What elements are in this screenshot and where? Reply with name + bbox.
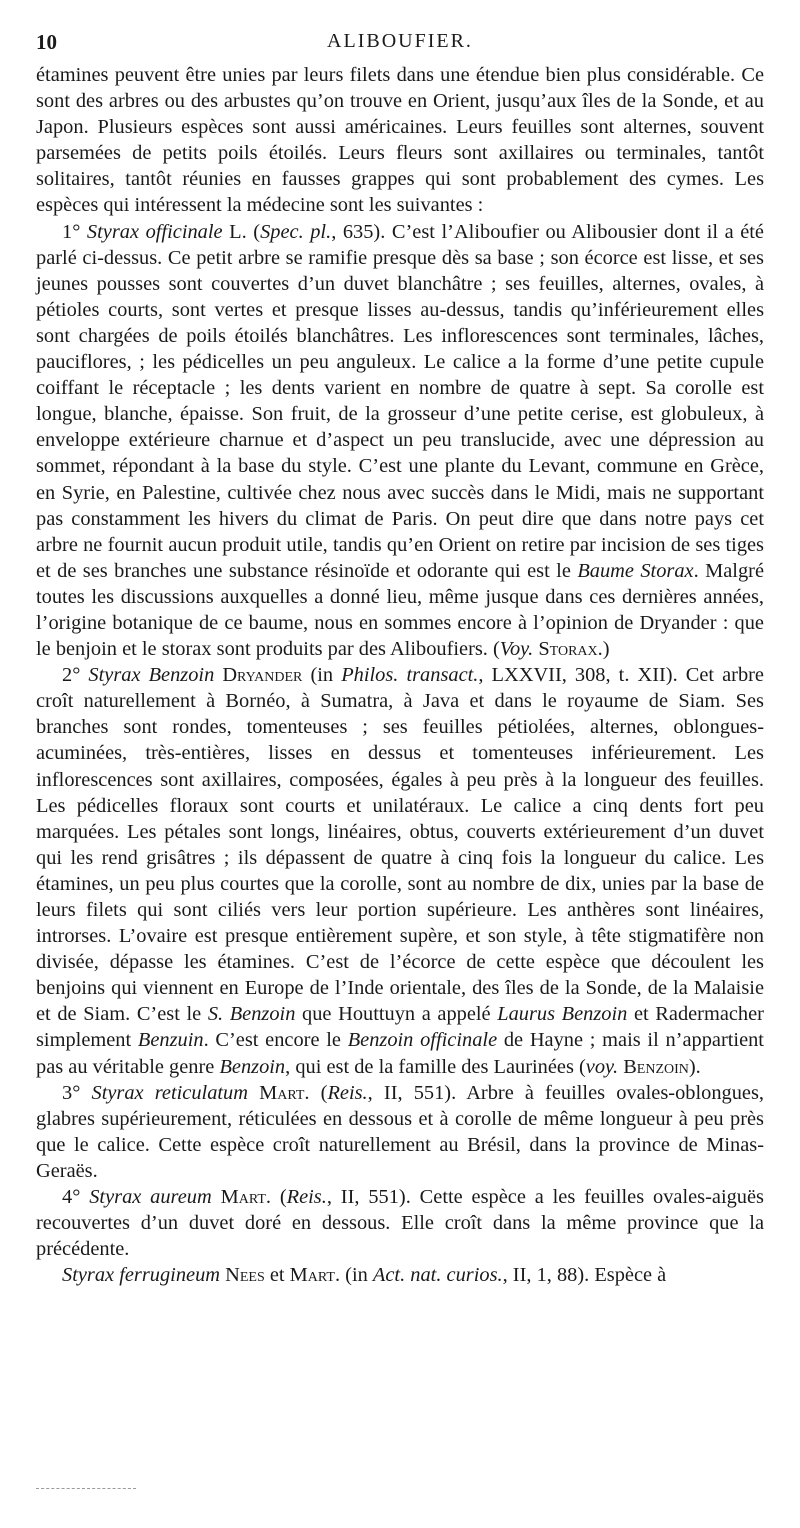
- author-join: et: [264, 1264, 290, 1287]
- page-header: [36, 30, 764, 56]
- citation-title: Reis.: [327, 1081, 368, 1104]
- synonym: Benzuin: [137, 1029, 204, 1052]
- species-author: L.: [229, 220, 247, 243]
- citation-title: Act. nat. curios.: [372, 1264, 503, 1287]
- intro-text: étamines peuvent être unies par leurs filets dans une étendue bien plus considérable. Ce sont des arbres ou des arbustes qu’on trouve en Orient, jusqu’aux îles de la Sonde, et au Japon. Plusieurs espèces sont aussi américaines. Leurs feuilles sont alternes, souvent parsemées de petits poils étoilés. Leurs fleurs sont axillaires ou terminales, tantôt solitaires, tantôt réunies en fausses grappes qui sont probablement des cymes. Les espèces qui intéressent la médecine sont les suivantes :: [36, 64, 764, 217]
- cross-reference: Benzoin: [623, 1055, 689, 1078]
- entry-text: Arbre à feuilles ovales-oblongues, glabres supérieurement, réticulées en dessous et à corolle de même longueur à peu près que le calice. Cette espèce croît naturellement au Brésil, dans la province de Minas-Geraës.: [36, 1081, 764, 1182]
- entry-text: Cet arbre croît naturellement à Bornéo, à Sumatra, à Java et dans le royaume de Siam. Ses branches sont rondes, tomenteuses ; ses feuilles pétiolées, alternes, oblongues-acuminées, très-entières, lisses en dessus et tomenteuses inférieurement. Les inflorescences sont axillaires, composées, égales à peu près à la longueur des feuilles. Les pédicelles floraux sont courts et unilatéraux. Le calice a cinq dents fort peu marquées. Les pétales sont longs, linéaires, obtus, couverts extérieurement d’un duvet qui les rend grisâtres ; ils dépassent de quatre à cinq fois la longueur du calice. Les étamines, un peu plus courtes que la corolle, sont au nombre de dix, unies par la base de leurs filets qui sont ciliés vers leur portion supérieure. Les anthères sont linéaires, introrses. L’ovaire est presque entièrement supère, et son style, à tête stigmatifère non divisée, dépasse les étamines. C’est de l’écorce de cette espèce que découlent les benjoins qui viennent en Europe de l’Inde orientale, des îles de la Sonde, de la Malaisie et de Siam. C’est le: [36, 664, 764, 1026]
- synonym: Laurus Benzoin: [497, 1003, 628, 1026]
- baume-storax: Baume Storax: [577, 559, 694, 582]
- entry-number: 4°: [62, 1186, 81, 1209]
- footer-rule: [36, 1488, 136, 1489]
- entry-text: Cette espèce a les feuilles ovales-aiguës recouvertes d’un duvet doré en dessous. Elle croît dans la même province que la précédente.: [36, 1186, 764, 1261]
- citation-open: (: [320, 1081, 328, 1104]
- species-name: Styrax reticulatum: [91, 1081, 248, 1104]
- species-author: Nees: [225, 1264, 265, 1287]
- species-entry-ferrugineum: [36, 1262, 764, 1288]
- species-entry-reticulatum: [36, 1080, 764, 1184]
- voy: voy.: [585, 1055, 619, 1078]
- citation-open: (in: [310, 664, 342, 687]
- synonym: Benzoin officinale: [347, 1029, 498, 1052]
- voy: Voy.: [499, 638, 534, 661]
- species-name: Styrax aureum: [89, 1186, 212, 1209]
- entry-number: 1°: [62, 220, 81, 243]
- species-name: Styrax Benzoin: [88, 664, 215, 687]
- citation-title: Philos. transact.: [341, 664, 479, 687]
- species-author: Mart.: [220, 1186, 271, 1209]
- entry-text: ).: [688, 1055, 701, 1078]
- entry-number: 2°: [62, 664, 81, 687]
- citation-open: (in: [345, 1264, 373, 1287]
- species-author: Mart.: [259, 1081, 310, 1104]
- citation-rest: , II, 1, 88).: [502, 1264, 590, 1287]
- citation-open: (: [279, 1186, 287, 1209]
- synonym: S. Benzoin: [207, 1003, 296, 1026]
- entry-text: C’est l’Aliboufier ou Alibousier dont il a été parlé ci-dessus. Ce petit arbre se ramifie presque dès sa base ; son écorce est lisse, et ses jeunes pousses sont couvertes d’un duvet blanchâtre ; ses feuilles, alternes, ovales, à pétioles courts, sont vertes et presque lisses au-dessus, tandis qu’inférieurement elles sont chargées de poils étoilés blanchâtres. Les inflorescences sont terminales, lâches, pauciflores, ; les pédicelles un peu anguleux. Le calice a la forme d’une petite cupule coiffant le réceptacle ; les dents varient en nombre de quatre à sept. Sa corolle est longue, blanche, épaisse. Son fruit, de la grosseur d’une petite cerise, est globuleux, à enveloppe extérieure charnue et d’aspect un peu translucide, avec une dépression au sommet, répondant à la base du style. C’est une plante du Levant, commune en Grèce, en Syrie, en Palestine, cultivée chez nous avec succès dans le Midi, mais ne supportant pas constamment les hivers du climat de Paris. On peut dire que dans notre pays cet arbre ne fournit aucun produit utile, tandis qu’en Orient on retire par incision de ses tiges et de ses branches une substance résinoïde et odorante qui est le: [36, 220, 764, 582]
- species-author: Dryander: [222, 664, 303, 687]
- species-entry-officinale: [36, 219, 764, 663]
- citation-open: (: [253, 220, 261, 243]
- species-entry-aureum: [36, 1184, 764, 1262]
- entry-text: . Malgré toutes les discussions auxquelles a donné lieu, même jusque dans ces dernières années, l’origine botanique de ce baume, nous en sommes encore à l’opinion de Dryander : que le benjoin et le storax sont produits par des Aliboufiers. (: [36, 559, 764, 661]
- species-author: Mart.: [289, 1264, 341, 1287]
- citation-rest: , 635).: [331, 220, 386, 243]
- entry-text: Espèce à: [589, 1264, 667, 1287]
- entry-number: 3°: [62, 1081, 81, 1104]
- species-name: Styrax ferrugineum: [62, 1264, 220, 1287]
- page-number: 10: [36, 30, 57, 54]
- entry-text: . C’est encore le: [203, 1029, 348, 1052]
- genus-name: Benzoin: [219, 1055, 286, 1078]
- cross-reference: Storax: [538, 638, 598, 661]
- entry-text: que Houttuyn a appelé: [295, 1003, 498, 1026]
- citation-title: Spec. pl.: [260, 220, 332, 243]
- entry-text: et Radermacher simplement: [36, 1003, 764, 1052]
- citation-rest: , II, 551).: [367, 1081, 457, 1104]
- citation-rest: , LXXVII, 308, t. XII).: [478, 664, 678, 687]
- citation-title: Reis.: [286, 1186, 327, 1209]
- citation-rest: , II, 551).: [326, 1186, 411, 1209]
- entry-text: de Hayne ; mais il n’appartient pas au véritable genre: [36, 1029, 764, 1078]
- species-name: Styrax officinale: [86, 220, 223, 243]
- page-body: [36, 62, 764, 1288]
- running-head: ALIBOUFIER.: [327, 30, 473, 52]
- intro-paragraph: [36, 62, 764, 219]
- entry-text: .): [597, 638, 610, 661]
- species-entry-benzoin: [36, 662, 764, 1080]
- entry-text: , qui est de la famille des Laurinées (: [285, 1055, 586, 1078]
